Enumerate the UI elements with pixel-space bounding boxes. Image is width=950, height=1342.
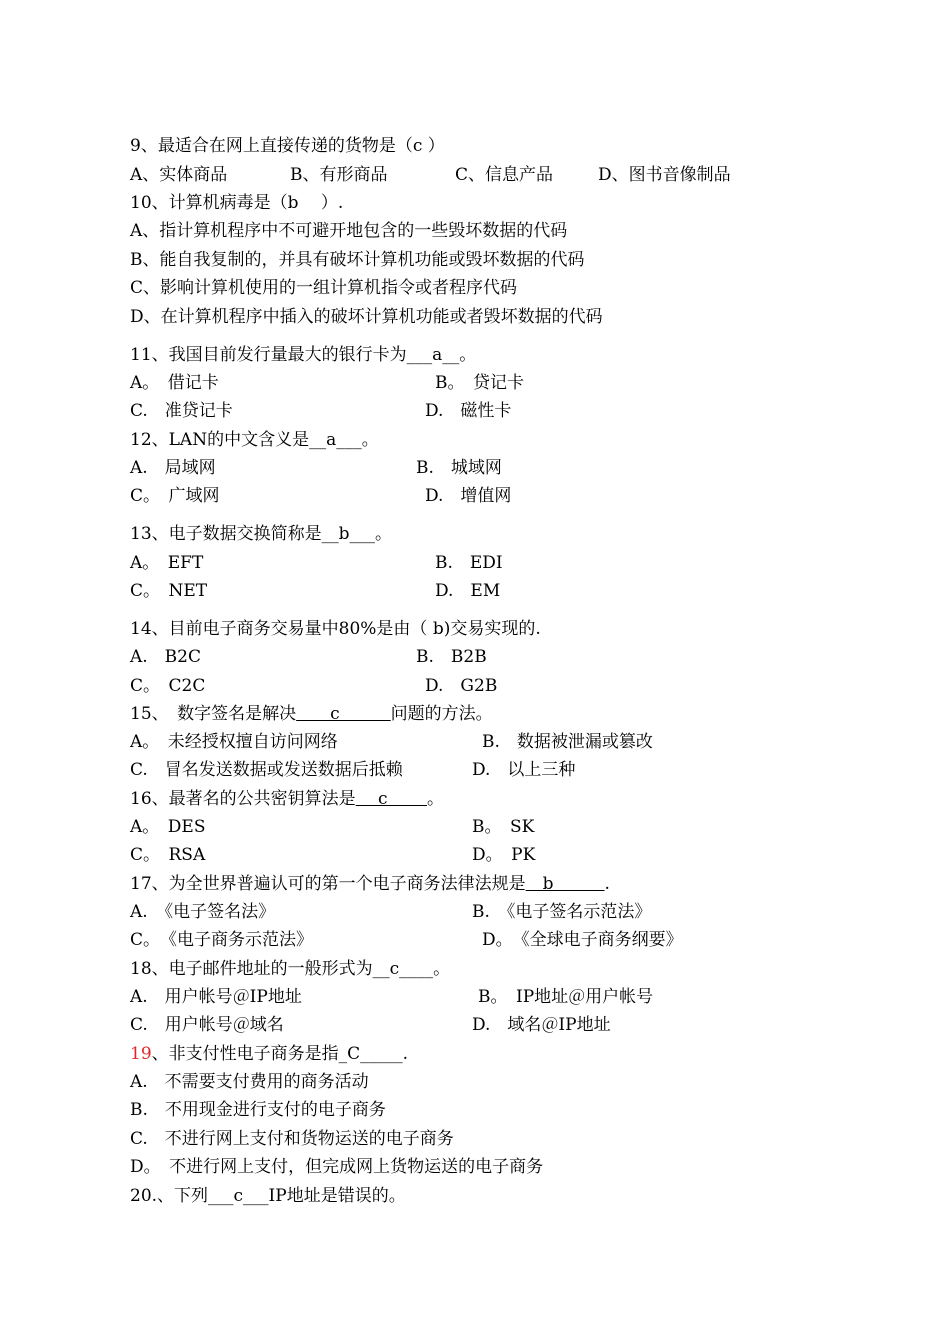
q9-option-c: C、信息产品	[455, 165, 554, 185]
q18-option-b: B。 IP地址＠用户帐号	[478, 987, 654, 1007]
q10-option-c: C、影响计算机使用的一组计算机指令或者程序代码	[130, 278, 518, 298]
q15-stem-suffix: 问题的方法。	[390, 704, 493, 724]
q13-option-a: A。 EFT	[130, 553, 204, 573]
question-19-stem	[130, 1043, 408, 1065]
q11-option-a: A。 借记卡	[130, 373, 219, 393]
question-18-stem: 18、电子邮件地址的一般形式为__c____。	[130, 959, 451, 979]
q16-option-a: A。 DES	[130, 817, 206, 837]
q17-answer-blank: b	[525, 874, 605, 894]
q16-stem-suffix: 。	[426, 789, 444, 809]
q19-stem-text: 、非支付性电子商务是指_C_____.	[151, 1044, 409, 1064]
q14-option-c: C。 C2C	[130, 676, 206, 696]
question-9-stem: 9、最适合在网上直接传递的货物是（c ）	[130, 136, 445, 156]
question-15-stem	[130, 703, 493, 725]
q17-option-c: C。 《电子商务示范法》	[130, 930, 314, 950]
q17-option-b: B. 《电子签名示范法》	[472, 902, 652, 922]
question-12-stem: 12、LAN的中文含义是__a___。	[130, 430, 379, 450]
q12-option-c: C。 广域网	[130, 486, 220, 506]
q12-option-d: D. 增值网	[425, 486, 512, 506]
q14-option-b: B. B2B	[416, 647, 487, 667]
q13-option-c: C。 NET	[130, 581, 208, 601]
q9-option-b: B、有形商品	[290, 165, 388, 185]
q14-option-a: A. B2C	[130, 647, 201, 667]
q19-option-d: D。 不进行网上支付，但完成网上货物运送的电子商务	[130, 1157, 544, 1177]
q16-stem-prefix: 16、最著名的公共密钥算法是	[130, 789, 356, 809]
question-16-stem	[130, 788, 444, 810]
q18-option-c: C. 用户帐号＠域名	[130, 1015, 284, 1035]
q15-option-a: A。 未经授权擅自访问网络	[130, 732, 338, 752]
q11-option-c: C. 准贷记卡	[130, 401, 233, 421]
q10-option-d: D、在计算机程序中插入的破坏计算机功能或者毁坏数据的代码	[130, 307, 603, 327]
q17-option-d: D。 《全球电子商务纲要》	[482, 930, 683, 950]
q16-answer-blank: c	[355, 789, 427, 809]
question-13-stem: 13、电子数据交换简称是__b___。	[130, 524, 393, 544]
q18-option-d: D. 域名＠IP地址	[472, 1015, 611, 1035]
q12-option-b: B. 城域网	[416, 458, 502, 478]
q11-option-b: B。 贷记卡	[435, 373, 524, 393]
question-11-stem: 11、我国目前发行量最大的银行卡为___a__。	[130, 345, 477, 365]
q10-option-b: B、能自我复制的，并具有破坏计算机功能或毁坏数据的代码	[130, 250, 585, 270]
q19-option-c: C. 不进行网上支付和货物运送的电子商务	[130, 1129, 454, 1149]
q16-option-d: D。 PK	[472, 845, 536, 865]
q15-option-d: D. 以上三种	[472, 760, 576, 780]
question-14-stem: 14、目前电子商务交易量中80%是由（ b)交易实现的.	[130, 619, 541, 639]
q19-option-b: B. 不用现金进行支付的电子商务	[130, 1100, 386, 1120]
question-10-stem: 10、计算机病毒是（b ）.	[130, 193, 344, 213]
q16-option-c: C。 RSA	[130, 845, 206, 865]
q17-stem-prefix: 17、为全世界普遍认可的第一个电子商务法律法规是	[130, 874, 526, 894]
q11-option-d: D. 磁性卡	[425, 401, 512, 421]
q17-stem-suffix: .	[604, 874, 610, 894]
q15-answer-blank: c	[296, 704, 391, 724]
q17-option-a: A. 《电子签名法》	[130, 902, 276, 922]
question-20-stem: 20.、下列___c___IP地址是错误的。	[130, 1186, 406, 1206]
q15-stem-prefix: 15、 数字签名是解决	[130, 704, 297, 724]
q19-number: 19	[130, 1044, 152, 1064]
q12-option-a: A. 局域网	[130, 458, 216, 478]
q15-option-c: C. 冒名发送数据或发送数据后抵赖	[130, 760, 403, 780]
q16-option-b: B。 SK	[472, 817, 535, 837]
q13-option-b: B. EDI	[435, 553, 503, 573]
q19-option-a: A. 不需要支付费用的商务活动	[130, 1072, 369, 1092]
q14-option-d: D. G2B	[425, 676, 498, 696]
q18-option-a: A. 用户帐号＠IP地址	[130, 987, 302, 1007]
q13-option-d: D. EM	[435, 581, 501, 601]
question-17-stem	[130, 873, 610, 895]
q9-option-d: D、图书音像制品	[598, 165, 731, 185]
q10-option-a: A、指计算机程序中不可避开地包含的一些毁坏数据的代码	[130, 221, 568, 241]
q15-option-b: B. 数据被泄漏或篡改	[482, 732, 653, 752]
q9-option-a: A、实体商品	[130, 165, 228, 185]
